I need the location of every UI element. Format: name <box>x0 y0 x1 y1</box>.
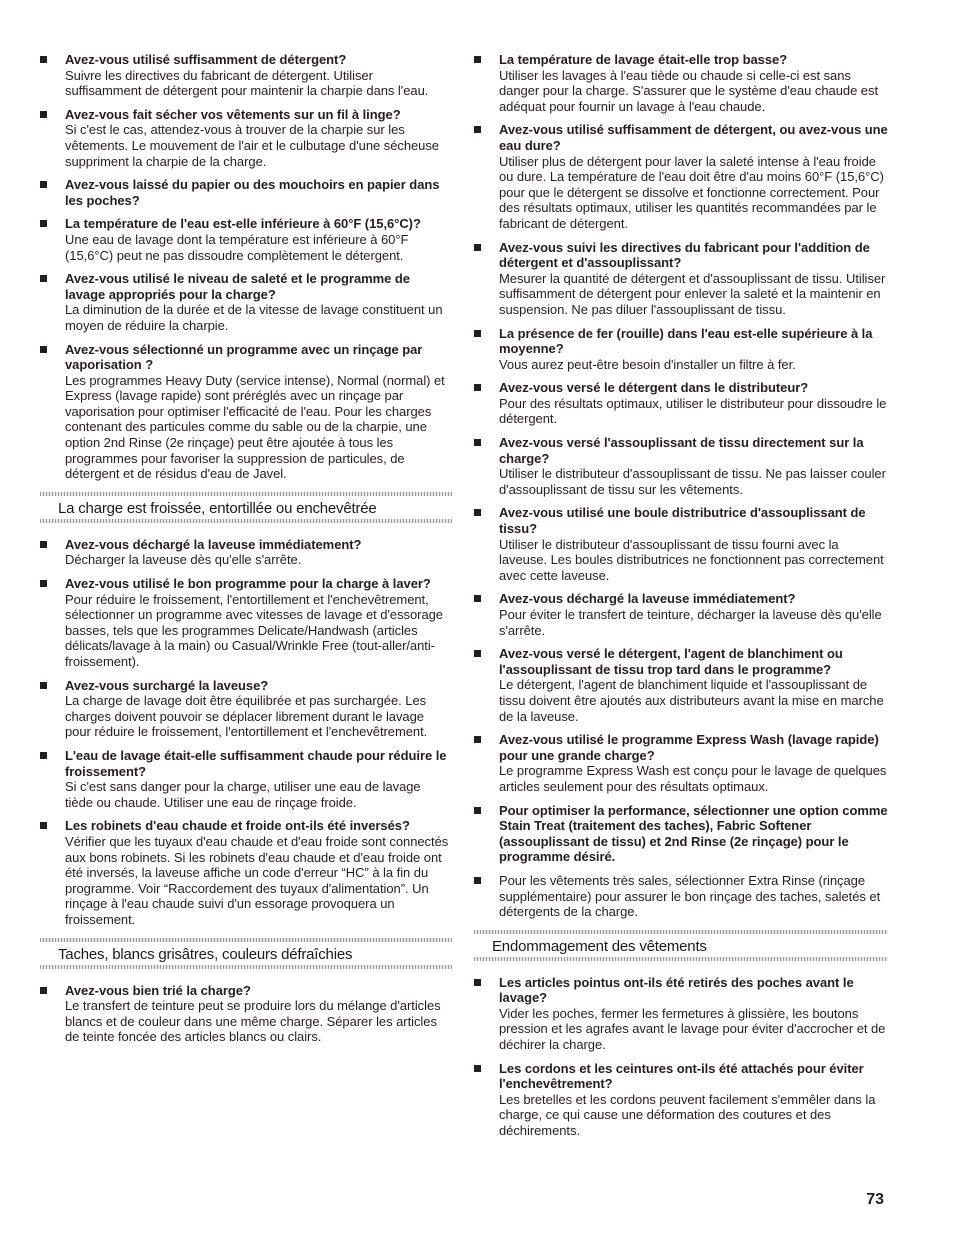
page-number: 73 <box>866 1191 884 1208</box>
section-title: Taches, blancs grisâtres, couleurs défraîchies <box>58 945 353 963</box>
item-answer: Le détergent, l'agent de blanchiment liquide et l'assouplissant de tissu doivent être ajoutés aux distributeurs avant la mise en marche de la laveuse. <box>499 677 884 724</box>
bullet-square-icon <box>40 987 47 994</box>
troubleshooting-item <box>40 216 452 263</box>
item-question: Avez-vous utilisé suffisamment de détergent? <box>65 52 347 67</box>
item-answer: Si c'est sans danger pour la charge, utiliser une eau de lavage tiède ou chaude. Utiliser une eau de rinçage froide. <box>65 779 421 810</box>
section-title: Endommagement des vêtements <box>492 937 707 955</box>
item-question: Avez-vous bien trié la charge? <box>65 982 251 998</box>
item-question: La température de l'eau est-elle inférieure à 60°F (15,6°C)? <box>65 216 421 232</box>
item-answer: Vider les poches, fermer les fermetures à glissière, les boutons pression et les agrafes avant le lavage pour éviter d'accrocher et de déchirer la charge. <box>499 1005 886 1053</box>
item-question: Avez-vous déchargé la laveuse immédiatement? <box>65 536 362 552</box>
item-answer: Une eau de lavage dont la température est inférieure à 60°F (15,6°C) peut ne pas dissoudre complètement le détergent. <box>65 231 409 263</box>
bullet-square-icon <box>40 682 47 689</box>
left-column <box>40 52 452 1053</box>
bullet-square-icon <box>474 384 481 391</box>
item-question: Avez-vous fait sécher vos vêtements sur un fil à linge? <box>65 106 401 122</box>
troubleshooting-item <box>474 873 888 920</box>
troubleshooting-item <box>474 803 888 865</box>
item-answer: Mesurer la quantité de détergent et d'assouplissant de tissu. Utiliser suffisamment de détergent pour enlever la saleté et la maintenir en suspension. Ne pas diluer l'assouplissant de tissu. <box>499 270 886 317</box>
troubleshooting-item <box>474 1061 888 1139</box>
troubleshooting-item <box>40 983 452 1045</box>
bullet-square-icon <box>40 752 47 759</box>
troubleshooting-item <box>40 271 452 333</box>
item-answer: Les programmes Heavy Duty (service intense), Normal (normal) et Express (lavage rapide) sont préréglés avec un rinçage par vaporisation pour optimiser l'efficacité de l'eau. Pour les charges contenant des particules comme du sable ou de la charpie, une option 2nd Rinse (2e rinçage) peut être ajoutée à tous les programmes pour favoriser la suppression de particules, de détergent et de résidus d'eau de Javel. <box>65 372 445 482</box>
item-answer: La diminution de la durée et de la vitesse de lavage constituent un moyen de réduire la charpie. <box>65 302 443 333</box>
bullet-square-icon <box>474 126 481 133</box>
bullet-square-icon <box>474 1065 481 1072</box>
troubleshooting-item <box>474 435 888 497</box>
bullet-square-icon <box>40 346 47 353</box>
item-question: Pour optimiser la performance, sélectionner une option comme Stain Treat (traitement des taches), Fabric Softener (assouplissant de tissu) et 2nd Rinse (2e rinçage) pour le programme désiré. <box>499 802 888 865</box>
item-question: Avez-vous laissé du papier ou des mouchoirs en papier dans les poches? <box>65 177 440 208</box>
item-answer: La charge de lavage doit être équilibrée et pas surchargée. Les charges doivent pouvoir se déplacer librement durant le lavage pour réduire le froissement, l'entortillement et l'enchevêtrement. <box>65 693 428 740</box>
troubleshooting-item <box>474 505 888 583</box>
item-answer: Vous aurez peut-être besoin d'installer un filtre à fer. <box>499 356 796 372</box>
troubleshooting-item <box>40 107 452 169</box>
troubleshooting-item <box>40 818 452 927</box>
item-question: Avez-vous versé le détergent dans le distributeur? <box>499 380 809 396</box>
item-answer: Pour éviter le transfert de teinture, décharger la laveuse dès qu'elle s'arrête. <box>499 607 882 638</box>
bullet-square-icon <box>474 979 481 986</box>
item-answer: Décharger la laveuse dès qu'elle s'arrête. <box>65 552 302 568</box>
troubleshooting-item <box>40 342 452 482</box>
bullet-square-icon <box>474 244 481 251</box>
troubleshooting-item <box>474 646 888 724</box>
troubleshooting-item <box>40 748 452 810</box>
item-question: Avez-vous utilisé suffisamment de détergent, ou avez-vous une eau dure? <box>499 122 888 153</box>
item-answer: Utiliser plus de détergent pour laver la saleté intense à l'eau froide ou dure. La température de l'eau doit être d'au moins 60°F (15,6°C) pour que le détergent se dissolve et fonctionne correctement. Pour des résultats optimaux, utiliser les quantités recommandées par le fabricant de détergent. <box>499 153 884 231</box>
item-answer: Le programme Express Wash est conçu pour le lavage de quelques articles seulement pour des résultats optimaux. <box>499 763 887 794</box>
bullet-square-icon <box>474 56 481 63</box>
item-question: Avez-vous versé l'assouplissant de tissu directement sur la charge? <box>499 435 864 466</box>
bullet-square-icon <box>40 220 47 227</box>
troubleshooting-item <box>40 537 452 568</box>
item-question: Avez-vous utilisé une boule distributrice d'assouplissant de tissu? <box>499 505 866 537</box>
item-answer: Le transfert de teinture peut se produire lors du mélange d'articles blancs et de couleur dans une même charge. Séparer les articles de teinte foncée des articles blancs ou clairs. <box>65 998 441 1045</box>
item-question: Avez-vous suivi les directives du fabricant pour l'addition de détergent et d'assouplissant? <box>499 239 870 271</box>
item-answer: Utiliser le distributeur d'assouplissant de tissu. Ne pas laisser couler d'assouplissant de tissu sur les vêtements. <box>499 466 886 497</box>
item-question: Avez-vous déchargé la laveuse immédiatement? <box>499 591 796 607</box>
bullet-square-icon <box>474 807 481 814</box>
bullet-square-icon <box>474 330 481 337</box>
bullet-square-icon <box>474 509 481 516</box>
bullet-square-icon <box>474 439 481 446</box>
right-column <box>474 52 888 1147</box>
bullet-square-icon <box>40 541 47 548</box>
bullet-square-icon <box>474 595 481 602</box>
item-question: Les robinets d'eau chaude et froide ont-ils été inversés? <box>65 818 410 834</box>
bullet-square-icon <box>40 580 47 587</box>
troubleshooting-item <box>474 326 888 373</box>
troubleshooting-item <box>40 576 452 670</box>
troubleshooting-item <box>474 732 888 794</box>
bullet-square-icon <box>474 650 481 657</box>
troubleshooting-item <box>474 591 888 638</box>
section-header <box>474 930 888 961</box>
item-answer: Vérifier que les tuyaux d'eau chaude et d'eau froide sont connectés aux bons robinets. Si les robinets d'eau chaude et d'eau froide ont été inversés, la laveuse affiche un code d'erreur “HC” à la fin du programme. Voir “Raccordement des tuyaux d'alimentation”. Un rinçage à l'eau chaude suivi d'un essorage provoquera un froissement. <box>65 833 449 927</box>
item-question: Avez-vous utilisé le programme Express Wash (lavage rapide) pour une grande charge? <box>499 732 879 763</box>
troubleshooting-item <box>40 52 452 99</box>
troubleshooting-item <box>474 122 888 231</box>
bullet-square-icon <box>474 877 481 884</box>
troubleshooting-item <box>474 975 888 1053</box>
item-answer: Si c'est le cas, attendez-vous à trouver de la charpie sur les vêtements. Le mouvement de l'air et le culbutage d'une sécheuse suppriment la charpie de la charge. <box>65 122 439 169</box>
bullet-square-icon <box>40 111 47 118</box>
item-question: Avez-vous versé le détergent, l'agent de blanchiment ou l'assouplissant de tissu trop tard dans le programme? <box>499 646 843 677</box>
troubleshooting-item <box>40 177 452 208</box>
troubleshooting-item <box>474 52 888 114</box>
troubleshooting-item <box>40 678 452 740</box>
item-question: Les cordons et les ceintures ont-ils été attachés pour éviter l'enchevêtrement? <box>499 1060 864 1092</box>
item-answer: Les bretelles et les cordons peuvent facilement s'emmêler dans la charge, ce qui cause une déformation des coutures et des déchirements. <box>499 1091 876 1139</box>
bullet-square-icon <box>40 181 47 188</box>
item-question: Avez-vous sélectionné un programme avec un rinçage par vaporisation ? <box>65 341 423 373</box>
item-answer: Utiliser le distributeur d'assouplissant de tissu fourni avec la laveuse. Les boules distributrices ne fonctionnent pas correctement avec cette laveuse. <box>499 536 884 583</box>
item-answer: Pour réduire le froissement, l'entortillement et l'enchevêtrement, sélectionner un programme avec vitesses de lavage et d'essorage basses, tels que les programmes Delicate/Handwash (articles délicats/lavage à la main) ou Casual/Wrinkle Free (tout-aller/anti-froissement). <box>65 591 443 669</box>
item-question: Les articles pointus ont-ils été retirés des poches avant le lavage? <box>499 974 854 1006</box>
troubleshooting-item <box>474 380 888 427</box>
item-question: L'eau de lavage était-elle suffisamment chaude pour réduire le froissement? <box>65 747 447 779</box>
bullet-square-icon <box>40 275 47 282</box>
bullet-square-icon <box>40 822 47 829</box>
section-title: La charge est froissée, entortillée ou enchevêtrée <box>58 499 377 517</box>
item-question: La température de lavage était-elle trop basse? <box>499 52 788 67</box>
item-answer: Utiliser les lavages à l'eau tiède ou chaude si celle-ci est sans danger pour la charge. S'assurer que le système d'eau chaude est adéquat pour fournir un lavage à l'eau chaude. <box>499 67 878 114</box>
section-header <box>40 938 452 969</box>
item-answer: Pour les vêtements très sales, sélectionner Extra Rinse (rinçage supplémentaire) pour assurer le bon rinçage des taches, saletés et détergents de la charge. <box>499 872 881 920</box>
item-question: Avez-vous utilisé le niveau de saleté et le programme de lavage appropriés pour la charge? <box>65 271 410 302</box>
troubleshooting-item <box>474 240 888 318</box>
item-answer: Pour des résultats optimaux, utiliser le distributeur pour dissoudre le détergent. <box>499 395 887 427</box>
item-question: Avez-vous surchargé la laveuse? <box>65 677 269 693</box>
bullet-square-icon <box>40 56 47 63</box>
bullet-square-icon <box>474 736 481 743</box>
item-question: La présence de fer (rouille) dans l'eau est-elle supérieure à la moyenne? <box>499 325 873 357</box>
section-header <box>40 492 452 523</box>
item-answer: Suivre les directives du fabricant de détergent. Utiliser suffisamment de détergent pour maintenir la charpie dans l'eau. <box>65 67 429 99</box>
item-question: Avez-vous utilisé le bon programme pour la charge à laver? <box>65 576 431 592</box>
